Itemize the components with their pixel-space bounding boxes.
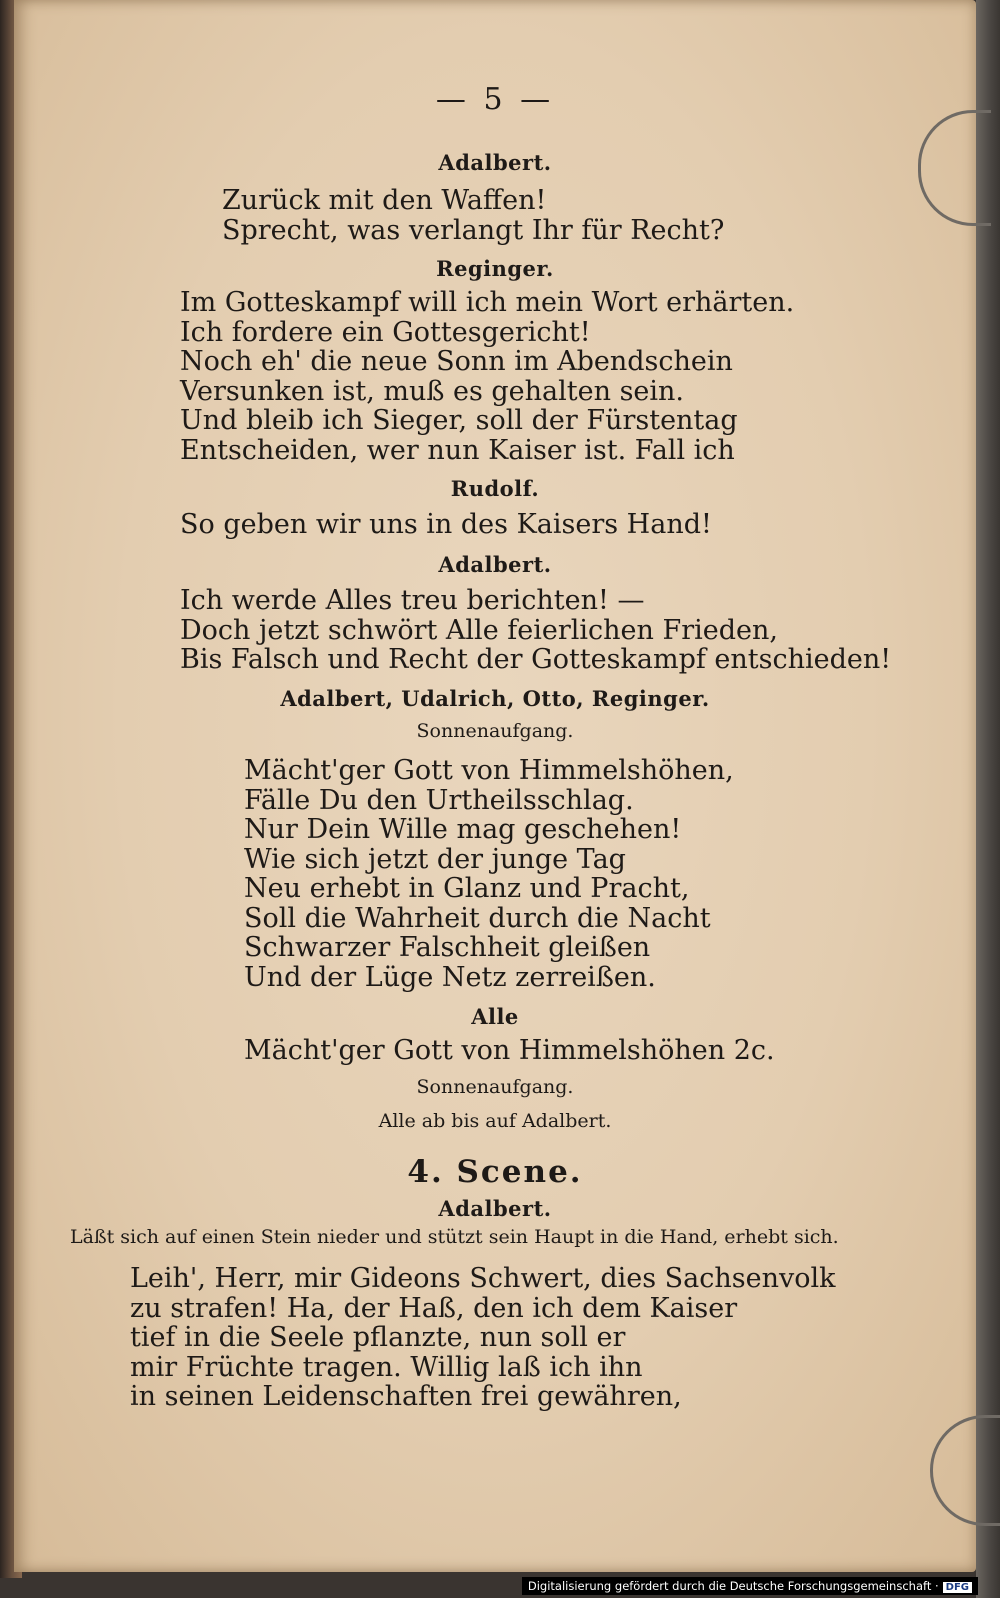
verse-line: Wie sich jetzt der junge Tag [244, 843, 626, 875]
verse-line: Entscheiden, wer nun Kaiser ist. Fall ich [180, 434, 735, 466]
verse-line: Soll die Wahrheit durch die Nacht [244, 902, 711, 934]
speaker-name: Rudolf. [450, 476, 540, 501]
speaker-name: Reginger. [436, 256, 554, 281]
verse-line: Sprecht, was verlangt Ihr für Recht? [222, 214, 725, 246]
stage-direction: Sonnenaufgang. [416, 1076, 574, 1098]
speaker-name: Alle [471, 1004, 519, 1029]
stage-direction: Sonnenaufgang. [416, 720, 574, 742]
book-page [14, 0, 976, 1572]
prose-line: Leih', Herr, mir Gideons Schwert, dies Sachsenvolk [130, 1263, 836, 1294]
page-number: — 5 — [435, 82, 555, 117]
verse-block [244, 756, 734, 992]
verse-line: Fälle Du den Urtheilsschlag. [244, 784, 634, 816]
prose-line: in seinen Leidenschaften frei gewähren, [130, 1381, 682, 1412]
verse-line: Noch eh' die neue Sonn im Abendschein [180, 346, 733, 377]
credit-text: Digitalisierung gefördert durch die Deutsche Forschungsgemeinschaft · [527, 1579, 939, 1593]
verse-block [180, 510, 712, 540]
verse-block [180, 586, 891, 675]
prose-line: mir Früchte tragen. Willig laß ich ihn [130, 1351, 643, 1383]
speaker-name: Adalbert. [438, 1196, 552, 1221]
verse-line: Zurück mit den Waffen! [222, 185, 547, 216]
book-edge [976, 0, 1000, 1598]
verse-line: Neu erhebt in Glanz und Pracht, [244, 873, 690, 904]
verse-line: Und bleib ich Sieger, soll der Fürstentag [180, 405, 738, 436]
verse-line: Mächt'ger Gott von Himmelshöhen 2c. [244, 1035, 775, 1066]
verse-block [222, 186, 724, 245]
digitization-credit [522, 1577, 978, 1595]
prose-line: zu strafen! Ha, der Haß, den ich dem Kaiser [130, 1292, 738, 1324]
verse-block [180, 288, 794, 465]
speaker-name: Adalbert, Udalrich, Otto, Reginger. [280, 686, 710, 711]
prose-line: tief in die Seele pflanzte, nun soll er [130, 1322, 626, 1353]
dfg-logo: DFG [943, 1582, 972, 1593]
scene-title: 4. Scene. [407, 1154, 583, 1190]
verse-block [244, 1036, 775, 1066]
verse-line: Versunken ist, muß es gehalten sein. [180, 375, 685, 407]
stage-direction: Alle ab bis auf Adalbert. [378, 1110, 612, 1132]
verse-line: Schwarzer Falschheit gleißen [244, 932, 651, 963]
stage-direction: Läßt sich auf einen Stein nieder und stützt sein Haupt in die Hand, erhebt sich. [70, 1226, 839, 1248]
prose-block [130, 1264, 836, 1412]
verse-line: Nur Dein Wille mag geschehen! [244, 814, 682, 845]
speaker-name: Adalbert. [438, 150, 552, 175]
verse-line: Mächt'ger Gott von Himmelshöhen, [244, 755, 734, 786]
verse-line: Ich werde Alles treu berichten! — [180, 585, 645, 616]
verse-line: Ich fordere ein Gottesgericht! [180, 316, 591, 348]
verse-line: Bis Falsch und Recht der Gotteskampf entschieden! [180, 644, 892, 675]
verse-line: Doch jetzt schwört Alle feierlichen Frieden, [180, 614, 778, 646]
verse-line: Im Gotteskampf will ich mein Wort erhärten. [180, 287, 795, 318]
verse-line: So geben wir uns in des Kaisers Hand! [180, 509, 712, 540]
speaker-name: Adalbert. [438, 552, 552, 577]
verse-line: Und der Lüge Netz zerreißen. [244, 961, 656, 993]
